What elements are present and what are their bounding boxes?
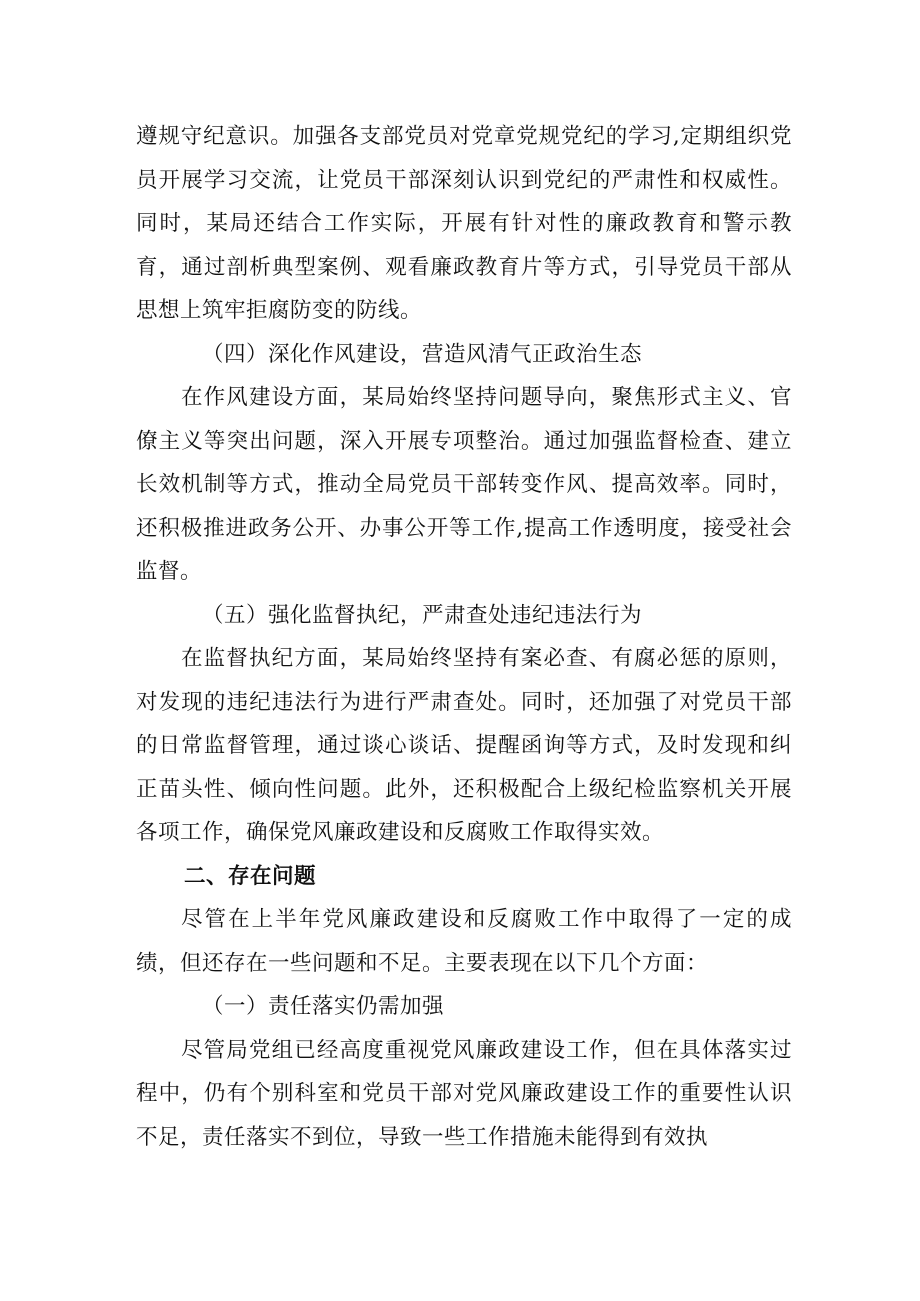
paragraph-problems-intro: 尽管在上半年党风廉政建设和反腐败工作中取得了一定的成绩，但还存在一些问题和不足。主要表现在以下几个方面： — [136, 907, 792, 976]
paragraph-work-style: 在作风建设方面，某局始终坚持问题导向，聚焦形式主义、官僚主义等突出问题，深入开展专项整治。通过加强监督检查、建立长效机制等方式，推动全局党员干部转变作风、提高效率。同时，还积极推进政务公开、办事公开等工作,提高工作透明度，接受社会监督。 — [136, 385, 792, 584]
paragraph-responsibility: 尽管局党组已经高度重视党风廉政建设工作，但在具体落实过程中，仍有个别科室和党员干部对党风廉政建设工作的重要性认识不足，责任落实不到位，导致一些工作措施未能得到有效执 — [136, 1037, 792, 1150]
subheading-one: （一）责任落实仍需加强 — [202, 994, 445, 1019]
subheading-five: （五）强化监督执纪，严肃查处违纪违法行为 — [202, 602, 643, 628]
paragraph-discipline-awareness: 遵规守纪意识。加强各支部党员对党章党规党纪的学习,定期组织党员开展学习交流，让党员干部深刻认识到党纪的严肃性和权威性。同时，某局还结合工作实际，开展有针对性的廉政教育和警示教育，通过剖析典型案例、观看廉政教育片等方式，引导党员干部从思想上筑牢拒腐防变的防线。 — [136, 124, 792, 323]
paragraph-supervision: 在监督执纪方面，某局始终坚持有案必查、有腐必惩的原则，对发现的违纪违法行为进行严肃查处。同时，还加强了对党员干部的日常监督管理，通过谈心谈话、提醒函询等方式，及时发现和纠正苗头性、倾向性问题。此外，还积极配合上级纪检监察机关开展各项工作，确保党风廉政建设和反腐败工作取得实效。 — [136, 646, 792, 845]
subheading-four: （四）深化作风建设，营造风清气正政治生态 — [202, 341, 643, 367]
section-heading-problems: 二、存在问题 — [184, 863, 317, 889]
